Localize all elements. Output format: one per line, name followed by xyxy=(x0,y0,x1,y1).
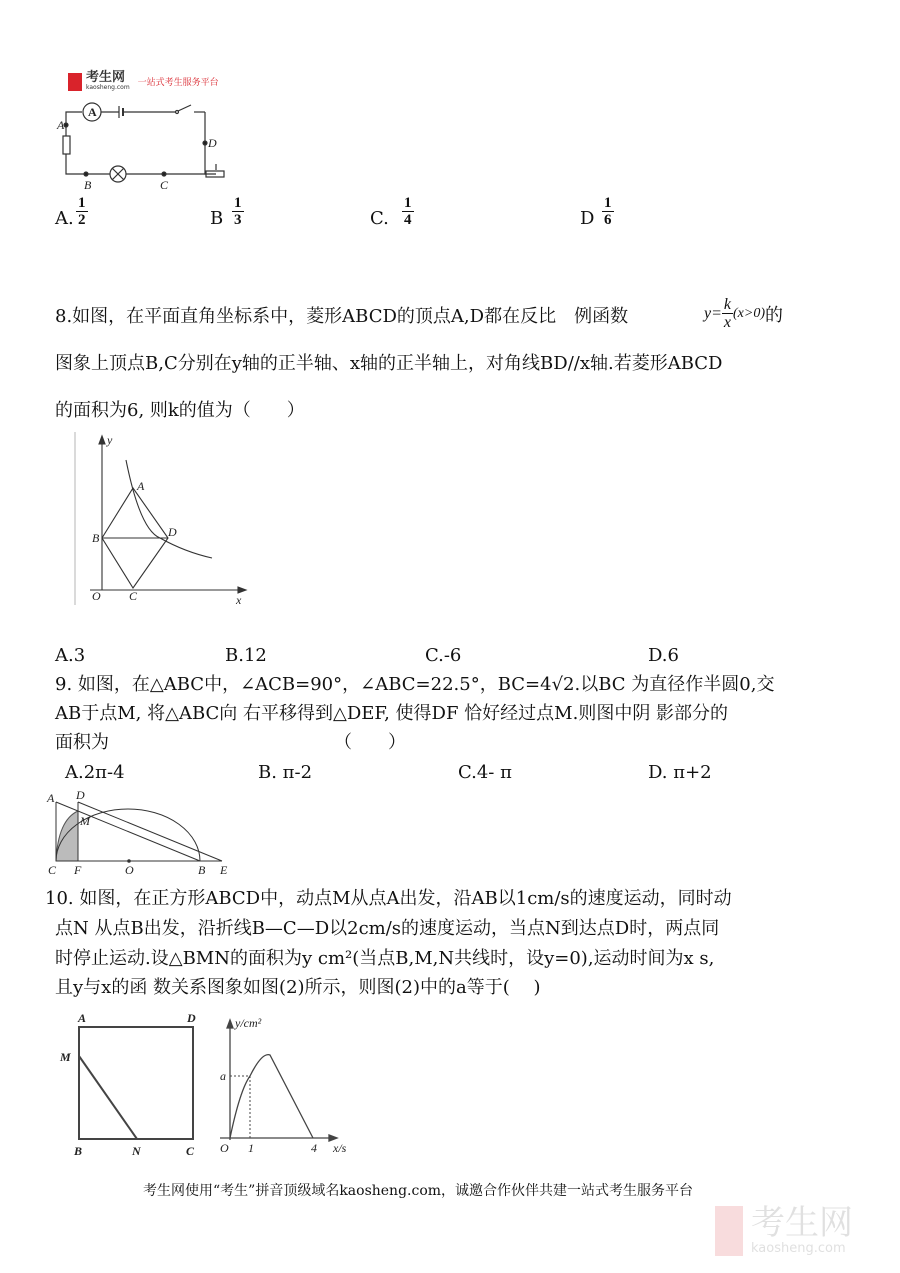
figure-stroke xyxy=(238,587,246,593)
figure-stroke xyxy=(66,154,110,174)
q9-option-d[interactable]: D. π+2 xyxy=(648,762,712,783)
header-logo xyxy=(68,72,219,91)
q8-text-line: 8.如图，在平面直角坐标系中，菱形ABCD的顶点A,D都在反比 例函数 xyxy=(55,306,629,327)
figure-stroke xyxy=(162,172,166,176)
formula-condition: (x>0) xyxy=(733,305,766,321)
figure-stroke xyxy=(56,118,217,192)
watermark-domain: kaosheng.com xyxy=(751,1241,846,1256)
figure-stroke xyxy=(205,112,216,174)
numerator: 1 xyxy=(604,195,612,211)
q9-text-line: AB于点M, 将△ABC向 右平移得到△DEF, 使得DF 恰好经过点M.则图中阴 影部分的 xyxy=(55,703,729,724)
q10-text-line: 10. 如图，在正方形ABCD中，动点M从点A出发，沿AB以1cm/s的速度运动，同时动 xyxy=(45,888,732,909)
figure-stroke xyxy=(230,1055,313,1138)
figure-stroke xyxy=(128,860,131,863)
q10-text-line: 时停止运动.设△BMN的面积为y cm²(当点B,M,N共线时，设y=0),运动时间为x s, xyxy=(55,948,715,969)
figure-label: B xyxy=(74,1144,83,1158)
denominator: 4 xyxy=(404,212,412,228)
resistor-icon xyxy=(63,136,70,154)
numerator: 1 xyxy=(78,195,86,211)
q10-text-line: 且y与x的函 数关系图象如图(2)所示，则图(2)中的a等于( ) xyxy=(55,977,541,998)
formula-tail: 的 xyxy=(765,304,784,326)
q8-option-b[interactable]: B.12 xyxy=(225,645,267,666)
q7-option-a-fraction xyxy=(76,195,88,228)
figure-label: O xyxy=(220,1141,229,1155)
figure-label: x xyxy=(236,593,242,607)
q7-option-b[interactable]: B xyxy=(210,208,224,229)
numerator: k xyxy=(723,296,732,313)
figure-label: E xyxy=(220,863,228,877)
figure-label: C xyxy=(129,589,138,603)
figure-stroke xyxy=(112,168,124,180)
figure-label: O xyxy=(125,863,134,877)
q9-option-c[interactable]: C.4- π xyxy=(458,762,512,783)
figure-label: N xyxy=(132,1144,141,1158)
figure-stroke xyxy=(112,168,124,180)
figure-label: D xyxy=(187,1011,196,1025)
figure-label: F xyxy=(74,863,82,877)
figure-label: y xyxy=(107,433,113,447)
q7-option-b-fraction xyxy=(232,195,244,228)
figure-label: O xyxy=(92,589,101,603)
figure-stroke xyxy=(329,1135,337,1141)
figure-label: C xyxy=(160,178,169,192)
denominator: 6 xyxy=(604,212,612,228)
q8-option-a[interactable]: A.3 xyxy=(55,645,86,666)
figure-label: M xyxy=(60,1050,71,1064)
denominator: x xyxy=(723,314,732,331)
figure-label: B xyxy=(198,863,206,877)
figure-label: C xyxy=(186,1144,195,1158)
figure-label: D xyxy=(168,525,177,539)
lamp-icon xyxy=(110,166,126,182)
q8-option-d[interactable]: D.6 xyxy=(648,645,679,666)
figure-stroke xyxy=(102,488,168,588)
q8-option-c[interactable]: C.-6 xyxy=(425,645,462,666)
figure-label: C xyxy=(48,863,57,877)
q7-option-c[interactable]: C. xyxy=(370,208,389,229)
figure-stroke xyxy=(64,123,68,127)
figure-stroke xyxy=(66,112,82,125)
figure-label: A xyxy=(78,1011,87,1025)
figure-label: a xyxy=(220,1069,226,1083)
figure-label: A xyxy=(137,479,145,493)
watermark-logo xyxy=(715,1205,853,1256)
figure-stroke xyxy=(59,1011,196,1158)
q7-option-a[interactable]: A. xyxy=(55,208,74,229)
formula-fraction xyxy=(722,296,733,331)
figure-label: D xyxy=(76,788,85,802)
numerator: 1 xyxy=(404,195,412,211)
figure-stroke xyxy=(126,460,212,558)
watermark-mark-icon xyxy=(715,1206,743,1256)
q8-text-line: 图象上顶点B,C分别在y轴的正半轴、x轴的正半轴上，对角线BD//x轴.若菱形ABCD xyxy=(55,353,723,374)
figure-stroke xyxy=(176,111,179,114)
q8-text-line: 的面积为6, 则k的值为（ ） xyxy=(55,400,305,421)
figure-label: B xyxy=(84,178,92,192)
figure-label: A xyxy=(47,791,55,805)
shaded-region xyxy=(56,811,78,861)
logo-domain: kaosheng.com xyxy=(86,84,130,91)
q7-option-c-fraction xyxy=(402,195,414,228)
logo-slogan: 一站式考生服务平台 xyxy=(137,78,219,88)
figure-stroke xyxy=(56,809,200,861)
figure-stroke xyxy=(92,433,242,607)
figure-label: D xyxy=(208,136,217,150)
figure-stroke xyxy=(220,1016,347,1155)
formula-lhs: y= xyxy=(704,304,722,322)
figure-label: y/cm² xyxy=(235,1016,262,1030)
logo-mark-icon xyxy=(68,73,82,91)
figure-stroke xyxy=(78,802,222,861)
q9-text-line: 9. 如图，在△ABC中，∠ACB=90°，∠ABC=22.5°，BC=4√2.以BC 为直径作半圆0,交 xyxy=(55,674,775,695)
figure-stroke xyxy=(46,788,228,877)
q7-option-d[interactable]: D xyxy=(580,208,595,229)
figure-stroke xyxy=(84,172,88,176)
figure-stroke xyxy=(79,1027,193,1139)
figure-label: A xyxy=(88,105,97,119)
logo-name: 考生网 xyxy=(86,70,126,85)
q9-option-b[interactable]: B. π-2 xyxy=(258,762,313,783)
figure-label: A xyxy=(57,118,65,132)
watermark-name: 考生网 xyxy=(751,1203,853,1243)
numerator: 1 xyxy=(234,195,242,211)
ammeter-icon xyxy=(83,103,101,121)
figure-label: M xyxy=(80,814,90,828)
rheostat-icon xyxy=(206,171,224,177)
q10-text-line: 点N 从点B出发，沿折线B—C—D以2cm/s的速度运动，当点N到达点D时，两点同 xyxy=(55,918,720,939)
figure-label: x/s xyxy=(333,1141,347,1155)
q9-option-a[interactable]: A.2π-4 xyxy=(65,762,125,783)
q7-option-d-fraction xyxy=(602,195,614,228)
denominator: 3 xyxy=(234,212,242,228)
q8-formula xyxy=(704,296,783,331)
figure-label: B xyxy=(92,531,100,545)
denominator: 2 xyxy=(78,212,86,228)
figure-stroke xyxy=(227,1020,233,1028)
figure-stroke xyxy=(79,1056,137,1139)
figure-stroke xyxy=(99,436,105,444)
switch-icon xyxy=(178,105,191,111)
figure-stroke xyxy=(56,802,200,861)
q9-text-line: 面积为 （ ） xyxy=(55,732,406,753)
figure-stroke xyxy=(203,141,207,145)
figure-label: 4 xyxy=(311,1141,317,1155)
footer-text: 考生网使用“考生”拼音顶级域名kaosheng.com，诚邀合作伙伴共建一站式考生服务平台 xyxy=(143,1183,694,1199)
figure-label: 1 xyxy=(248,1141,254,1155)
